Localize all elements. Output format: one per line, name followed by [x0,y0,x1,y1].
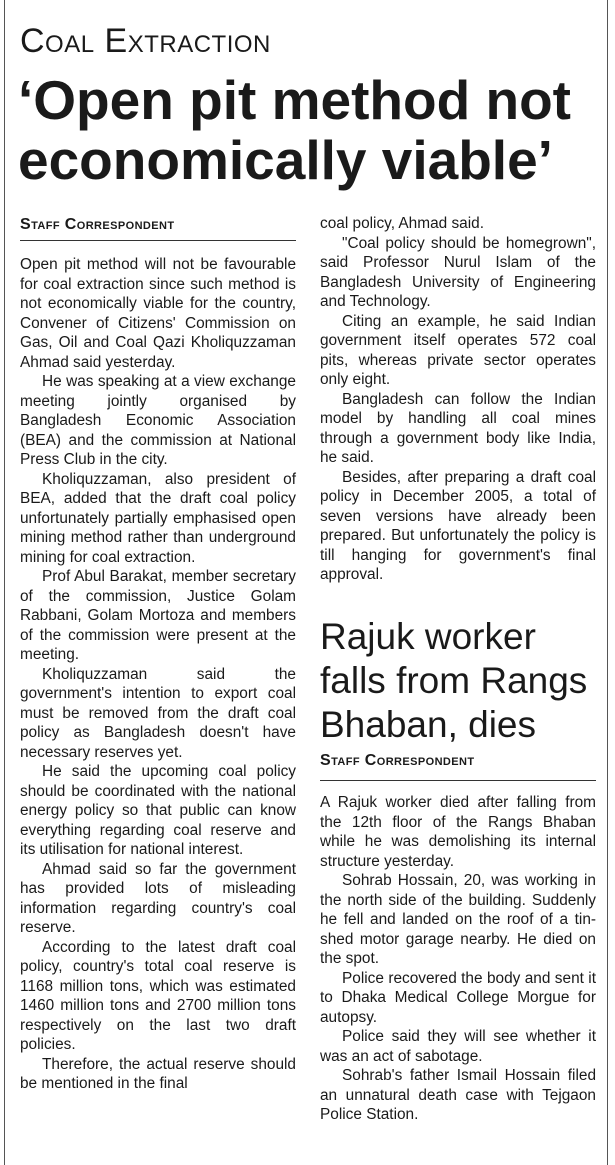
story1-paragraph: Bangladesh can follow the Indian model by handling all coal mines through a government body like India, he said. [320,390,596,466]
story1-paragraph: Ahmad said so far the government has provided lots of misleading information regarding country's coal reserve. [20,860,296,936]
page-border-left [4,0,5,1165]
story1-paragraph: He was speaking at a view exchange meeting jointly organised by Bangladesh Economic Association (BEA) and the commission at National Press Club in the city. [20,373,296,468]
story1-kicker: Coal Extraction [20,22,271,60]
story1-byline: Staff Correspondent [20,216,175,233]
story2-byline-rule [320,780,596,781]
story2-paragraph: Sohrab Hossain, 20, was working in the north side of the building. Suddenly he fell and landed on the roof of a tin-shed motor garage nearby. He died on the spot. [320,872,596,967]
story1-column-right [320,214,596,585]
story2-headline: Rajuk worker falls from Rangs Bhaban, dies [320,616,588,745]
story2-paragraph: A Rajuk worker died after falling from the 12th floor of the Rangs Bhaban while he was demolishing its internal structure yesterday. [320,794,596,870]
story1-byline-rule [20,240,296,241]
story1-paragraph: Kholiquzzaman said the government's intention to export coal must be removed from the draft coal policy as Bangladesh doesn't have necessary reserves yet. [20,665,296,761]
story1-headline: ‘Open pit method not economically viable’ [18,69,571,191]
story1-paragraph: Besides, after preparing a draft coal policy in December 2005, a total of seven versions have already been prepared. But unfortunately the policy is till hanging for government's final approval. [320,468,596,583]
story1-paragraph: coal policy, Ahmad said. [320,215,484,232]
story1-paragraph: According to the latest draft coal policy, country's total coal reserve is 1168 million tons, which was estimated 1460 million tons and 2700 million tons respectively on the last two draft policies. [20,938,296,1053]
story1-column-left [20,255,296,1094]
story1-paragraph: Therefore, the actual reserve should be mentioned in the final [20,1055,296,1092]
story1-paragraph: Citing an example, he said Indian government itself operates 572 coal pits, whereas private sector operates only eight. [320,312,596,388]
story1-paragraph: "Coal policy should be homegrown", said Professor Nurul Islam of the Bangladesh University of Engineering and Technology. [320,234,596,310]
story1-paragraph: Prof Abul Barakat, member secretary of the commission, Justice Golam Rabbani, Golam Mortoza and members of the commission were present at the meeting. [20,568,296,663]
story2-paragraph: Police said they will see whether it was an act of sabotage. [320,1028,596,1065]
story2-byline: Staff Correspondent [320,752,475,769]
story1-paragraph: Kholiquzzaman, also president of BEA, added that the draft coal policy unfortunately partially emphasised open mining method rather than underground mining for coal extraction. [20,470,296,566]
story2-column [320,793,596,1125]
story1-paragraph: He said the upcoming coal policy should be coordinated with the national energy policy so that public can know everything regarding coal reserve and its utilisation for national interest. [20,763,296,858]
story2-paragraph: Police recovered the body and sent it to Dhaka Medical College Morgue for autopsy. [320,969,596,1026]
story2-paragraph: Sohrab's father Ismail Hossain filed an unnatural death case with Tejgaon Police Station. [320,1067,596,1123]
story1-paragraph: Open pit method will not be favourable for coal extraction since such method is not economically viable for the country, Convener of Citizens' Commission on Gas, Oil and Coal Qazi Kholiquzzaman Ahmad said yesterday. [20,256,296,371]
page-border-right [607,0,608,1165]
